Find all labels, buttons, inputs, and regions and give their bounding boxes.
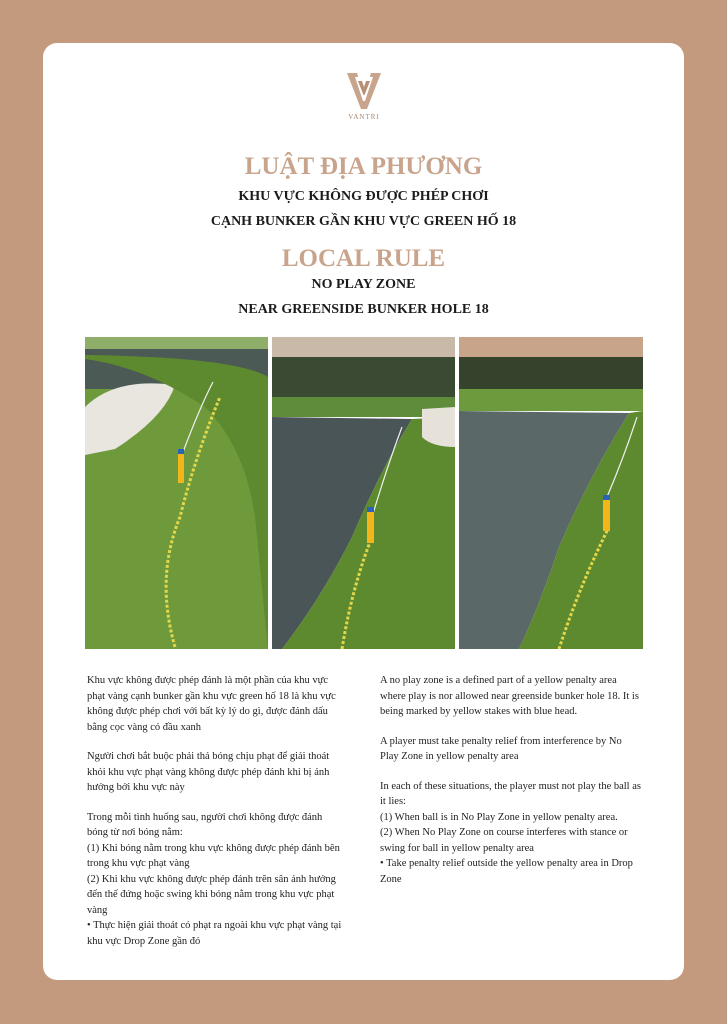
photo-sunset-water — [459, 337, 643, 649]
photo-strip — [85, 337, 643, 649]
photo-water-edge — [272, 337, 455, 649]
vantri-v-logo-icon — [345, 71, 383, 111]
text-vi-p3-item2: (2) Khi khu vực không được phép đánh trên sân ảnh hưởng đến thế đứng hoặc swing khi bóng nằm trong khu vực phạt vàng — [87, 873, 336, 916]
text-column-vi — [87, 673, 345, 963]
title-en: LOCAL RULE — [281, 245, 446, 272]
text-en-p3-item2: (2) When No Play Zone on course interferes with stance or swing for ball in yellow penalty area — [380, 827, 628, 854]
text-en-p3-item3: • Take penalty relief outside the yellow penalty area in Drop Zone — [380, 858, 633, 885]
text-vi-p3-intro: Trong mỗi tình huống sau, người chơi không được đánh bóng từ nơi bóng nằm: — [87, 811, 323, 838]
text-en-p3-intro: In each of these situations, the player must not play the ball as it lies: — [380, 780, 641, 807]
title-vi: LUẬT ĐỊA PHƯƠNG — [244, 153, 483, 180]
text-vi-p3 — [87, 810, 345, 950]
subtitle-en-line2: NEAR GREENSIDE BUNKER HOLE 18 — [238, 302, 489, 317]
subtitle-vi-line2: CẠNH BUNKER GẦN KHU VỰC GREEN HỐ 18 — [210, 214, 517, 229]
text-en-p1: A no play zone is a defined part of a yellow penalty area where play is nor allowed near greenside bunker hole 18. It is being marked by yellow stakes with blue head. — [380, 675, 639, 717]
brand-name: VANTRI — [348, 113, 380, 121]
text-column-en — [380, 673, 642, 901]
rule-card — [43, 43, 684, 980]
brand-logo — [339, 71, 389, 121]
subtitle-vi-line1: KHU VỰC KHÔNG ĐƯỢC PHÉP CHƠI — [238, 189, 489, 204]
text-en-p3-item1: (1) When ball is in No Play Zone in yellow penalty area. — [380, 811, 618, 823]
text-vi-p3-item1: (1) Khi bóng nằm trong khu vực không được phép đánh bên trong khu vực phạt vàng — [87, 842, 340, 869]
text-vi-p3-item3: • Thực hiện giải thoát có phạt ra ngoài khu vực phạt vàng tại khu vực Drop Zone gần đó — [87, 920, 342, 947]
subtitle-en-line1: NO PLAY ZONE — [311, 277, 416, 292]
text-vi-p1: Khu vực không được phép đánh là một phần của khu vực phạt vàng cạnh bunker gần khu vực green hố 18 là khu vực không được phép chơi với bất kỳ lý do gì, được đánh dấu bằng cọc vàng có đầu xanh — [87, 675, 336, 733]
photo-bunker-edge — [85, 337, 268, 649]
text-en-p2: A player must take penalty relief from interference by No Play Zone in yellow penalty area — [380, 735, 622, 762]
text-en-p3 — [380, 779, 642, 888]
text-vi-p2: Người chơi bắt buộc phải thả bóng chịu phạt để giải thoát khỏi khu vực phạt vàng không được phép đánh khi bị ảnh hưởng bởi khu vực này — [87, 751, 330, 793]
